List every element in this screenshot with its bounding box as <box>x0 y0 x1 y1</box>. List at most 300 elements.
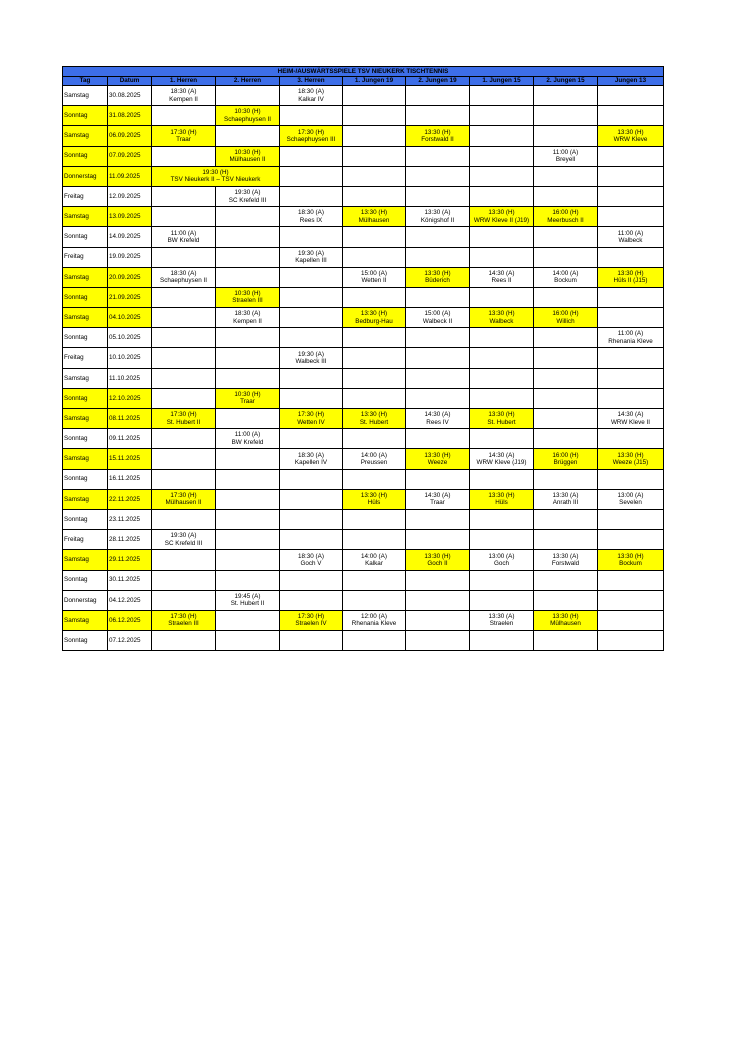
match-time: 13:30 (A) <box>488 613 515 621</box>
empty-cell <box>534 631 598 651</box>
match-cell <box>470 489 534 509</box>
empty-cell <box>152 631 216 651</box>
date-cell: 12.10.2025 <box>108 388 152 408</box>
empty-cell <box>216 348 280 368</box>
match-time: 18:30 (A) <box>298 552 324 560</box>
match-cell <box>598 489 664 509</box>
table-row <box>63 106 664 126</box>
empty-cell <box>280 368 343 388</box>
empty-cell <box>534 227 598 247</box>
match-time: 10:30 (H) <box>234 108 261 116</box>
match-time: 19:45 (A) <box>234 592 261 600</box>
empty-cell <box>152 207 216 227</box>
empty-cell <box>598 570 664 590</box>
empty-cell <box>406 610 470 630</box>
day-cell: Samstag <box>63 267 108 287</box>
empty-cell <box>216 570 280 590</box>
table-row <box>63 530 664 550</box>
match-time: 18:30 (A) <box>298 451 324 459</box>
match-opponent: Straelen III <box>168 620 199 628</box>
empty-cell <box>534 106 598 126</box>
day-cell: Samstag <box>63 409 108 429</box>
date-cell: 28.11.2025 <box>108 530 152 550</box>
empty-cell <box>280 570 343 590</box>
match-time: 19:30 (H) <box>202 168 229 176</box>
table-row <box>63 267 664 287</box>
match-time: 13:30 (H) <box>424 552 451 560</box>
table-row <box>63 146 664 166</box>
date-cell: 30.11.2025 <box>108 570 152 590</box>
empty-cell <box>406 166 470 186</box>
match-time: 13:30 (H) <box>552 613 579 621</box>
empty-cell <box>152 348 216 368</box>
match-opponent: Wetten IV <box>297 418 325 426</box>
date-cell: 07.09.2025 <box>108 146 152 166</box>
match-opponent: Bockum <box>619 559 642 567</box>
match-opponent: Bedburg-Hau <box>355 317 393 325</box>
table-row <box>63 429 664 449</box>
match-cell <box>470 610 534 630</box>
empty-cell <box>343 590 406 610</box>
match-time: 13:00 (A) <box>488 552 515 560</box>
empty-cell <box>152 146 216 166</box>
empty-cell <box>343 146 406 166</box>
empty-cell <box>343 631 406 651</box>
match-opponent: Schaephuysen II <box>224 115 271 123</box>
column-header-datum: Datum <box>108 77 152 86</box>
table-row <box>63 469 664 489</box>
empty-cell <box>406 287 470 307</box>
column-header-1-jungen-19: 1. Jungen 19 <box>343 77 406 86</box>
empty-cell <box>470 126 534 146</box>
column-header-tag: Tag <box>63 77 108 86</box>
match-opponent: Traar <box>176 135 191 143</box>
match-time: 14:00 (A) <box>552 269 579 277</box>
empty-cell <box>534 590 598 610</box>
column-header-jungen-13: Jungen 13 <box>598 77 664 86</box>
match-cell <box>280 86 343 106</box>
date-cell: 09.11.2025 <box>108 429 152 449</box>
empty-cell <box>280 106 343 126</box>
match-cell <box>216 429 280 449</box>
match-cell <box>470 409 534 429</box>
empty-cell <box>470 509 534 529</box>
empty-cell <box>152 429 216 449</box>
match-opponent: Rees IV <box>426 418 449 426</box>
match-time: 19:30 (A) <box>298 350 324 358</box>
match-opponent: St. Hubert <box>487 418 516 426</box>
empty-cell <box>152 247 216 267</box>
empty-cell <box>598 247 664 267</box>
empty-cell <box>343 86 406 106</box>
empty-cell <box>406 227 470 247</box>
match-opponent: Mülhausen <box>358 216 390 224</box>
date-cell: 12.09.2025 <box>108 186 152 206</box>
empty-cell <box>343 348 406 368</box>
empty-cell <box>152 328 216 348</box>
empty-cell <box>534 126 598 146</box>
empty-cell <box>598 287 664 307</box>
table-row <box>63 368 664 388</box>
match-time: 13:30 (H) <box>488 209 515 217</box>
empty-cell <box>534 469 598 489</box>
match-time: 11:00 (A) <box>617 229 644 237</box>
empty-cell <box>534 348 598 368</box>
empty-cell <box>280 328 343 348</box>
table-row <box>63 388 664 408</box>
empty-cell <box>534 509 598 529</box>
empty-cell <box>406 429 470 449</box>
match-opponent: Mülhausen II <box>165 499 202 507</box>
empty-cell <box>406 388 470 408</box>
empty-cell <box>470 146 534 166</box>
empty-cell <box>343 126 406 146</box>
empty-cell <box>216 126 280 146</box>
day-cell: Samstag <box>63 368 108 388</box>
empty-cell <box>534 530 598 550</box>
match-opponent: Kapellen IV <box>294 458 328 466</box>
day-cell: Sonntag <box>63 287 108 307</box>
date-cell: 13.09.2025 <box>108 207 152 227</box>
match-cell <box>406 267 470 287</box>
empty-cell <box>406 590 470 610</box>
empty-cell <box>598 368 664 388</box>
date-cell: 10.10.2025 <box>108 348 152 368</box>
match-opponent: Meerbusch II <box>547 216 584 224</box>
day-cell: Samstag <box>63 207 108 227</box>
match-time: 14:30 (A) <box>424 491 451 499</box>
table-row <box>63 610 664 630</box>
match-cell <box>598 126 664 146</box>
empty-cell <box>152 186 216 206</box>
empty-cell <box>343 247 406 267</box>
table-row <box>63 550 664 570</box>
match-time: 17:30 (H) <box>170 128 197 136</box>
match-cell <box>406 449 470 469</box>
match-opponent: Walbeck <box>618 236 643 244</box>
match-opponent: Brüggen <box>553 458 578 466</box>
empty-cell <box>343 530 406 550</box>
empty-cell <box>598 308 664 328</box>
empty-cell <box>598 530 664 550</box>
date-cell: 04.12.2025 <box>108 590 152 610</box>
column-header-1-herren: 1. Herren <box>152 77 216 86</box>
table-row <box>63 509 664 529</box>
match-cell <box>470 267 534 287</box>
empty-cell <box>406 348 470 368</box>
match-opponent: BW Krefeld <box>231 438 264 446</box>
empty-cell <box>470 166 534 186</box>
match-opponent: St. Hubert <box>359 418 389 426</box>
empty-cell <box>598 146 664 166</box>
day-cell: Samstag <box>63 126 108 146</box>
empty-cell <box>406 328 470 348</box>
match-time: 18:30 (A) <box>170 88 197 96</box>
day-cell: Sonntag <box>63 570 108 590</box>
match-cell <box>280 610 343 630</box>
day-cell: Sonntag <box>63 328 108 348</box>
match-opponent: Mülhausen II <box>229 156 266 164</box>
match-cell <box>280 449 343 469</box>
empty-cell <box>534 429 598 449</box>
match-time: 17:30 (H) <box>170 491 197 499</box>
match-cell <box>152 227 216 247</box>
match-time: 13:30 (H) <box>360 491 388 499</box>
match-cell <box>534 610 598 630</box>
empty-cell <box>280 631 343 651</box>
match-cell <box>152 86 216 106</box>
empty-cell <box>152 308 216 328</box>
match-opponent: St. Hubert II <box>230 600 265 608</box>
match-cell <box>152 530 216 550</box>
empty-cell <box>280 287 343 307</box>
match-opponent: BW Krefeld <box>167 236 200 244</box>
match-opponent: SC Krefeld III <box>228 196 267 204</box>
match-cell-combined <box>152 166 280 186</box>
empty-cell <box>343 469 406 489</box>
match-cell <box>598 550 664 570</box>
match-cell <box>280 207 343 227</box>
empty-cell <box>534 287 598 307</box>
match-cell <box>598 328 664 348</box>
match-time: 15:00 (A) <box>361 269 387 277</box>
empty-cell <box>598 348 664 368</box>
match-cell <box>280 126 343 146</box>
empty-cell <box>152 469 216 489</box>
empty-cell <box>152 106 216 126</box>
match-opponent: Kalkar IV <box>298 95 324 103</box>
match-cell <box>470 308 534 328</box>
match-time: 10:30 (H) <box>234 290 261 298</box>
match-cell <box>534 550 598 570</box>
match-time: 13:30 (H) <box>360 310 388 318</box>
empty-cell <box>534 368 598 388</box>
empty-cell <box>280 146 343 166</box>
match-cell <box>406 207 470 227</box>
empty-cell <box>470 590 534 610</box>
day-cell: Samstag <box>63 550 108 570</box>
table-row <box>63 409 664 429</box>
match-opponent: Walbeck III <box>295 358 327 366</box>
empty-cell <box>216 489 280 509</box>
match-opponent: Kapellen III <box>295 257 327 265</box>
match-cell <box>598 227 664 247</box>
empty-cell <box>152 550 216 570</box>
empty-cell <box>470 469 534 489</box>
match-cell <box>470 550 534 570</box>
match-time: 12:00 (A) <box>361 613 387 621</box>
match-time: 19:30 (A) <box>170 532 197 540</box>
date-cell: 16.11.2025 <box>108 469 152 489</box>
table-row <box>63 287 664 307</box>
empty-cell <box>216 368 280 388</box>
match-opponent: Forstwald <box>551 559 580 567</box>
match-time: 18:30 (A) <box>298 209 324 217</box>
empty-cell <box>470 247 534 267</box>
match-cell <box>406 409 470 429</box>
match-cell <box>598 267 664 287</box>
empty-cell <box>152 368 216 388</box>
empty-cell <box>343 570 406 590</box>
match-cell <box>406 489 470 509</box>
empty-cell <box>534 328 598 348</box>
match-opponent: WRW Kleve (J19) <box>476 458 527 466</box>
match-time: 18:30 (A) <box>234 310 261 318</box>
match-time: 13:30 (H) <box>617 552 644 560</box>
empty-cell <box>216 247 280 267</box>
empty-cell <box>216 550 280 570</box>
match-opponent: Schaephuysen III <box>286 135 336 143</box>
empty-cell <box>280 186 343 206</box>
match-time: 13:30 (A) <box>552 552 579 560</box>
empty-cell <box>598 207 664 227</box>
match-opponent: Traar <box>240 398 255 406</box>
empty-cell <box>406 570 470 590</box>
date-cell: 30.08.2025 <box>108 86 152 106</box>
match-opponent: Hüls <box>367 499 381 507</box>
match-opponent: Büderich <box>425 277 450 285</box>
day-cell: Freitag <box>63 186 108 206</box>
date-cell: 23.11.2025 <box>108 509 152 529</box>
empty-cell <box>406 86 470 106</box>
empty-cell <box>598 509 664 529</box>
empty-cell <box>216 227 280 247</box>
match-cell <box>152 409 216 429</box>
empty-cell <box>598 106 664 126</box>
match-time: 10:30 (H) <box>234 391 261 398</box>
table-row <box>63 186 664 206</box>
empty-cell <box>280 267 343 287</box>
match-cell <box>343 449 406 469</box>
empty-cell <box>216 509 280 529</box>
match-cell <box>152 489 216 509</box>
day-cell: Sonntag <box>63 106 108 126</box>
empty-cell <box>280 590 343 610</box>
match-cell <box>280 348 343 368</box>
empty-cell <box>534 247 598 267</box>
match-cell <box>598 449 664 469</box>
match-cell <box>216 287 280 307</box>
match-opponent: SC Krefeld III <box>164 539 203 547</box>
table-row <box>63 590 664 610</box>
match-cell <box>280 550 343 570</box>
match-opponent: Anrath III <box>552 499 579 507</box>
match-time: 13:30 (H) <box>360 209 388 217</box>
match-time: 14:00 (A) <box>361 451 387 459</box>
match-time: 13:00 (A) <box>617 491 644 499</box>
match-cell <box>343 489 406 509</box>
empty-cell <box>343 186 406 206</box>
date-cell: 04.10.2025 <box>108 308 152 328</box>
empty-cell <box>470 429 534 449</box>
empty-cell <box>534 570 598 590</box>
match-cell <box>470 449 534 469</box>
match-time: 16:00 (H) <box>552 451 579 459</box>
table-row <box>63 348 664 368</box>
empty-cell <box>280 429 343 449</box>
date-cell: 06.09.2025 <box>108 126 152 146</box>
match-opponent: Goch <box>493 559 510 567</box>
match-time: 13:30 (H) <box>488 491 515 499</box>
match-opponent: Rees II <box>491 277 512 285</box>
empty-cell <box>280 509 343 529</box>
match-opponent: Goch II <box>427 559 448 567</box>
empty-cell <box>280 166 343 186</box>
date-cell: 22.11.2025 <box>108 489 152 509</box>
day-cell: Freitag <box>63 247 108 267</box>
match-opponent: Straelen III <box>232 297 263 305</box>
day-cell: Samstag <box>63 449 108 469</box>
day-cell: Donnerstag <box>63 166 108 186</box>
empty-cell <box>343 106 406 126</box>
empty-cell <box>280 308 343 328</box>
empty-cell <box>406 509 470 529</box>
match-cell <box>343 550 406 570</box>
day-cell: Sonntag <box>63 631 108 651</box>
match-time: 10:30 (H) <box>234 148 261 156</box>
empty-cell <box>343 287 406 307</box>
empty-cell <box>406 106 470 126</box>
column-header-3-herren: 3. Herren <box>280 77 343 86</box>
day-cell: Sonntag <box>63 509 108 529</box>
match-opponent: WRW Kleve II <box>610 418 651 426</box>
match-opponent: Weeze (J15) <box>612 458 649 466</box>
match-time: 19:30 (A) <box>234 189 261 197</box>
empty-cell <box>343 429 406 449</box>
date-cell: 11.09.2025 <box>108 166 152 186</box>
empty-cell <box>406 631 470 651</box>
match-opponent: Goch V <box>300 559 322 567</box>
match-cell <box>470 207 534 227</box>
empty-cell <box>534 186 598 206</box>
date-cell: 07.12.2025 <box>108 631 152 651</box>
match-time: 17:30 (H) <box>297 613 325 621</box>
empty-cell <box>598 429 664 449</box>
match-cell <box>152 267 216 287</box>
match-time: 15:00 (A) <box>424 310 451 318</box>
empty-cell <box>343 368 406 388</box>
table-row <box>63 166 664 186</box>
match-cell <box>216 106 280 126</box>
empty-cell <box>152 590 216 610</box>
empty-cell <box>406 530 470 550</box>
match-time: 17:30 (H) <box>170 411 197 419</box>
empty-cell <box>343 388 406 408</box>
match-time: 13:30 (A) <box>424 209 451 217</box>
match-opponent: Bockum <box>554 277 577 285</box>
match-opponent: Breyell <box>555 156 576 164</box>
empty-cell <box>470 348 534 368</box>
table-row <box>63 86 664 106</box>
match-cell <box>216 590 280 610</box>
day-cell: Sonntag <box>63 388 108 408</box>
match-cell <box>406 308 470 328</box>
match-opponent: Hüls II (J15) <box>613 277 648 285</box>
empty-cell <box>470 106 534 126</box>
date-cell: 06.12.2025 <box>108 610 152 630</box>
match-time: 13:30 (H) <box>424 269 451 277</box>
match-opponent: Walbeck II <box>422 317 453 325</box>
day-cell: Samstag <box>63 610 108 630</box>
empty-cell <box>406 469 470 489</box>
match-opponent: Kempen II <box>169 95 198 103</box>
table-row <box>63 631 664 651</box>
empty-cell <box>152 388 216 408</box>
match-time: 14:00 (A) <box>361 552 387 560</box>
match-opponent: Kalkar <box>365 559 383 567</box>
column-header-2-herren: 2. Herren <box>216 77 280 86</box>
column-header-2-jungen-15: 2. Jungen 15 <box>534 77 598 86</box>
